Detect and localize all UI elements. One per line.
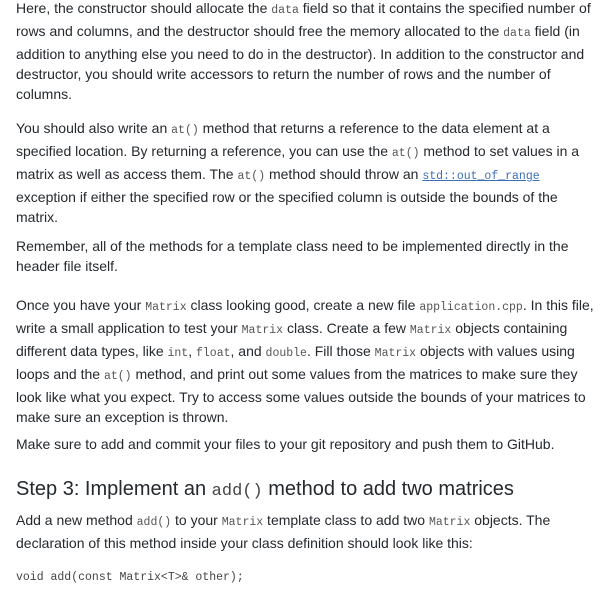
inline-code: Matrix (145, 301, 187, 314)
inline-code: double (265, 347, 307, 360)
inline-code: at() (237, 170, 266, 183)
inline-code: Matrix (374, 347, 417, 360)
text: Make sure to add and commit your files to your git repository and push them to GitHub. (16, 436, 555, 452)
inline-code: at() (391, 147, 420, 160)
text: Remember, all of the methods for a template class need to be implemented directly in the header file itself. (16, 238, 569, 274)
paragraph-at-method (16, 118, 596, 227)
text: method that returns a reference to the data element at a specified location. By returning a reference, you can use the (16, 120, 550, 159)
text: Add a new method (16, 512, 137, 528)
inline-code: Matrix (409, 324, 452, 337)
text: , (188, 343, 196, 359)
text: class. Create a few (283, 320, 410, 336)
paragraph-application (16, 295, 596, 427)
text: field so that it contains the specified number of rows and columns, and the destructor should free the memory allocated to the (16, 0, 591, 39)
inline-code: Matrix (221, 516, 264, 529)
inline-code: Matrix (241, 324, 284, 337)
text: to your (171, 512, 222, 528)
text: , and (230, 343, 266, 359)
text: class looking good, create a new file (186, 297, 420, 313)
inline-code: at() (171, 124, 199, 137)
text: . Fill those (306, 343, 375, 359)
text: objects containing different data types, like (16, 320, 568, 359)
text: method to set values in a matrix as well as access them. The (16, 143, 580, 182)
text: objects. The declaration of this method inside your class definition should look like this: (16, 512, 551, 551)
inline-code: data (503, 27, 531, 40)
paragraph-git (16, 434, 596, 454)
text: . In this file, write a small application to test your (16, 297, 594, 336)
text: Here, the constructor should allocate the (16, 0, 272, 16)
text: Once you have your (16, 297, 146, 313)
step-3-heading (16, 476, 596, 505)
inline-code: float (196, 347, 231, 360)
inline-code: add() (136, 516, 172, 529)
text: You should also write an (16, 120, 172, 136)
link-code: std::out_of_range (422, 170, 540, 183)
code-block: void add(const Matrix<T>& other); (16, 571, 244, 584)
text: exception if either the specified row or the specified column is outside the bounds of the matrix. (16, 189, 558, 225)
out-of-range-link[interactable] (422, 166, 539, 182)
text: method to add two matrices (262, 478, 514, 500)
inline-code: at() (103, 370, 132, 383)
inline-code: data (271, 4, 299, 17)
text: template class to add two (263, 512, 429, 528)
inline-code: Matrix (428, 516, 471, 529)
inline-code: application.cpp (419, 301, 523, 314)
text: method should throw an (265, 166, 423, 182)
text: objects with values using loops and the (16, 343, 575, 382)
inline-code: int (167, 347, 189, 360)
text: field (in addition to anything else you need to do in the destructor). In addition to the constructor and destructor, you should write accessors to return the number of rows and the number of columns. (16, 23, 585, 102)
text: method, and print out some values from the matrices to make sure they look like what you expect. Try to access some values outside the bounds of your matrices to make sure an exception is thrown. (16, 366, 586, 425)
paragraph-add-method (16, 510, 596, 553)
inline-code: add() (211, 482, 263, 501)
paragraph-template-header (16, 236, 596, 276)
paragraph-constructor (16, 0, 596, 104)
text: Step 3: Implement an (16, 478, 212, 500)
